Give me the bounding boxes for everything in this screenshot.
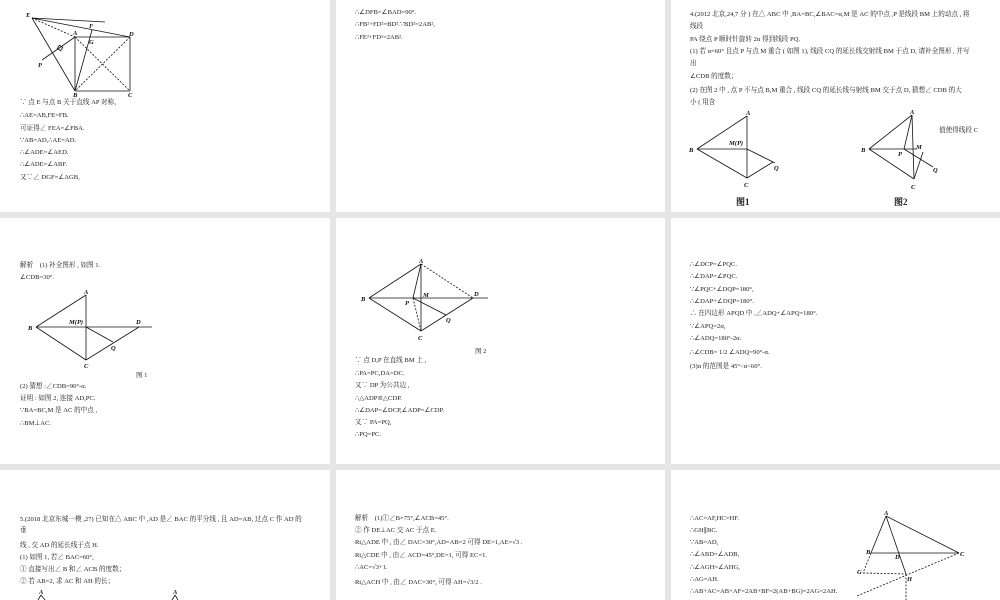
text-line: ∴∠DFB=∠BAD=90°. bbox=[355, 9, 417, 16]
text-line: 又∵ PA=PQ, bbox=[355, 419, 392, 426]
text-line: ∠CDB 的度数； bbox=[690, 73, 738, 80]
text-line: 解析 (1) 补全图形 , 如图 1. bbox=[20, 262, 101, 269]
text-line: ∴BM⊥AC. bbox=[20, 420, 52, 427]
text-line: Rt△CDE 中 , 由∠ ACD=45°,DE=1, 可得 EC=1. bbox=[355, 552, 488, 559]
text-line: 出 bbox=[690, 60, 697, 67]
text-line: ∴AG=AH. bbox=[690, 576, 719, 583]
page-panel-8 bbox=[336, 470, 665, 600]
label-B: B bbox=[73, 92, 78, 99]
text-line: ∴GH∥BC. bbox=[690, 527, 718, 534]
text-line: Rt△ACH 中 , 由∠ DAC=30°, 可得 AH=√3/2 . bbox=[355, 579, 482, 586]
label-A: A bbox=[84, 289, 89, 296]
text-line: ∴∠ADQ=180°-2α. bbox=[690, 335, 742, 342]
text-line: ∴∠DAP=∠DCP,∠ADP=∠CDP. bbox=[355, 407, 445, 414]
label-MP: M(P) bbox=[69, 319, 84, 326]
page-panel-9 bbox=[671, 470, 1000, 600]
text-line: ∠CDB=30°. bbox=[20, 274, 55, 281]
text-line: (3)α 的范围是 45°<α<60°. bbox=[690, 363, 762, 370]
partial-figures bbox=[0, 582, 330, 600]
text-line: ∴PA=PC,DA=DC. bbox=[355, 370, 405, 377]
page-panel-6 bbox=[671, 218, 1000, 464]
label-P: P bbox=[898, 151, 902, 158]
text-line: 小 ( 用含 bbox=[690, 99, 716, 106]
triangle-diagram bbox=[851, 510, 971, 600]
label-Q: Q bbox=[774, 165, 779, 172]
figure-2 bbox=[831, 105, 1000, 205]
label-P: P bbox=[38, 62, 42, 69]
text-line: (1) 若 α=60° 且点 P 与点 M 重合 ( 如图 1), 线段 CQ 的延长线交射线 BM 于点 D, 请补全图形 , 并写 bbox=[690, 48, 970, 55]
text-line: 5.(2018 北京东城一模 ,27) 已知在△ ABC 中 ,AD 是∠ BAC 的平分线 , 且 AD=AB, 过点 C 作 AD 的 bbox=[20, 516, 302, 523]
text-line: ∴∠ADE=∠AED. bbox=[20, 149, 69, 156]
label-C: C bbox=[84, 363, 89, 370]
text-line: 解析 (1)①∠B=75°,∠ACB=45°. bbox=[355, 515, 449, 522]
text-line: ∴∠DAP+∠DQP=180°. bbox=[690, 298, 755, 305]
text-line: ∴AC=√3+1. bbox=[355, 564, 388, 571]
text-line: 又∵∠ DGF=∠AGB, bbox=[20, 174, 80, 181]
label-G: G bbox=[89, 39, 94, 46]
label-B: B bbox=[361, 296, 366, 303]
figure-1 bbox=[671, 105, 831, 205]
caption-fig2: 图 2 bbox=[475, 348, 487, 355]
label-D: D bbox=[136, 319, 141, 326]
text-line: ∴ 在四边形 APQD 中 ,∠ADQ+∠APQ=180°. bbox=[690, 310, 818, 317]
label-A: A bbox=[746, 110, 751, 117]
label-M: M bbox=[423, 292, 429, 299]
text-line: 又∵ DP 为公共边 , bbox=[355, 382, 410, 389]
text-line: ∴∠DCP=∠PQC. bbox=[690, 261, 738, 268]
label-Q: Q bbox=[446, 317, 451, 324]
label-D: D bbox=[129, 31, 134, 38]
text-line: 可证得∠ FEA=∠FBA. bbox=[20, 125, 85, 132]
text-line: ∴∠ABD=∠ADB, bbox=[690, 551, 740, 558]
answer-figure-1 bbox=[0, 288, 170, 378]
page-panel-3 bbox=[671, 0, 1000, 212]
label-Q: Q bbox=[111, 345, 116, 352]
label-F: F bbox=[89, 23, 94, 30]
text-line: 证明 : 如图 2, 连接 AD,PC. bbox=[20, 395, 96, 402]
text-line: 线段 bbox=[690, 23, 704, 30]
text-line: (2) 在图 2 中 , 点 P 不与点 B,M 重合 , 线段 CQ 的延长线与射线 BM 交于点 D, 猜想∠ CDB 的大 bbox=[690, 87, 962, 94]
text-line: ∵ 点 D,P 在直线 BM 上 , bbox=[355, 357, 427, 364]
text-line: 垂 bbox=[20, 527, 27, 534]
text-line: ∴∠ADE=∠ABF. bbox=[20, 161, 68, 168]
label-E: E bbox=[26, 12, 31, 19]
text-line: 线 , 交 AD 的延长线于点 H. bbox=[20, 542, 99, 549]
text-line: ∴FE²+FD²=2AB². bbox=[355, 34, 403, 41]
label-C: C bbox=[418, 335, 423, 342]
label-C: C bbox=[744, 182, 749, 189]
answer-figure-2 bbox=[336, 256, 516, 356]
square-diagram bbox=[0, 0, 330, 100]
label-MP: M(P) bbox=[729, 140, 744, 147]
caption-fig1: 图1 bbox=[736, 197, 750, 207]
label-H: H bbox=[907, 576, 913, 583]
text-line: 4.(2012 北京,24,7 分 ) 在△ ABC 中 ,BA=BC,∠BAC=α,M 是 AC 的中点 ,P 是线段 BM 上的动点 , 将 bbox=[690, 11, 970, 18]
text-line: (1) 如图 1, 若∠ BAC=60°, bbox=[20, 554, 94, 561]
label-A: A bbox=[173, 589, 178, 596]
label-C: C bbox=[911, 184, 916, 191]
page-panel-4 bbox=[0, 218, 330, 464]
label-G: G bbox=[857, 569, 862, 576]
side-note: 值使得线段 C bbox=[939, 127, 979, 134]
text-line: ∵∠APQ=2α, bbox=[690, 323, 726, 330]
text-line: ∴AE=AB,FE=FB. bbox=[20, 112, 69, 119]
page-panel-1 bbox=[0, 0, 330, 212]
page-panel-2 bbox=[336, 0, 665, 212]
text-line: ② 若 AB=2, 求 AC 和 AH 的长； bbox=[20, 578, 115, 585]
text-line: ∴∠AGH=∠AHG, bbox=[690, 564, 740, 571]
label-Q: Q bbox=[933, 167, 938, 174]
page-panel-7 bbox=[0, 470, 330, 600]
text-line: Rt△ADE 中 , 由∠ DAC=30°,AD=AB=2 可得 DE=1,AE=√3 . bbox=[355, 539, 523, 546]
label-B: B bbox=[861, 147, 866, 154]
text-line: ∴∠CDB= 1/2 ∠ADQ=90°-α. bbox=[690, 349, 770, 356]
label-A: A bbox=[910, 109, 915, 116]
caption-fig2: 图2 bbox=[894, 197, 908, 207]
text-line: ∴∠DAP=∠PQC. bbox=[690, 273, 738, 280]
label-D: D bbox=[474, 291, 479, 298]
text-line: ∴FB²+FD²=BD².∵BD²=2AB², bbox=[355, 21, 435, 28]
caption-fig1: 图 1 bbox=[136, 372, 148, 379]
text-line: PA 绕点 P 顺时针旋转 2α 得到线段 PQ. bbox=[690, 36, 801, 43]
label-C: C bbox=[960, 551, 965, 558]
text-line: ① 直接写出∠ B 和∠ ACB 的度数； bbox=[20, 566, 126, 573]
label-B: B bbox=[689, 147, 694, 154]
text-line: ∵AB=AD, bbox=[690, 539, 719, 546]
text-line: (2) 猜想 :∠CDB=90°-α. bbox=[20, 383, 87, 390]
page-panel-5 bbox=[336, 218, 665, 464]
text-line: ∴PQ=PC. bbox=[355, 431, 382, 438]
label-P: P bbox=[405, 300, 409, 307]
label-C: C bbox=[128, 92, 133, 99]
label-A: A bbox=[884, 510, 889, 517]
text-line: ∴△ADP≌△CDP. bbox=[355, 395, 402, 402]
text-line: ∴AB+AC=AB+AF=2AB+BF=2(AB+BG)=2AG=2AH. bbox=[690, 588, 838, 595]
label-B: B bbox=[28, 325, 33, 332]
text-line: ② 作 DE⊥AC 交 AC 于点 E. bbox=[355, 527, 437, 534]
text-line: ∴AC=AF,HC=HF. bbox=[690, 515, 740, 522]
text-line: ∵AB=AD,∴AE=AD. bbox=[20, 137, 77, 144]
label-A: A bbox=[39, 589, 44, 596]
label-M: M bbox=[916, 144, 922, 151]
label-A: A bbox=[73, 30, 78, 37]
text-line: ∵BA=BC,M 是 AC 的中点 , bbox=[20, 407, 98, 414]
label-D: D bbox=[895, 554, 900, 561]
label-B: B bbox=[866, 549, 871, 556]
text-line: ∵ 点 E 与点 B 关于直线 AP 对称， bbox=[20, 99, 121, 106]
label-A: A bbox=[419, 258, 424, 265]
text-line: ∵∠PQC+∠DQP=180°, bbox=[690, 286, 754, 293]
